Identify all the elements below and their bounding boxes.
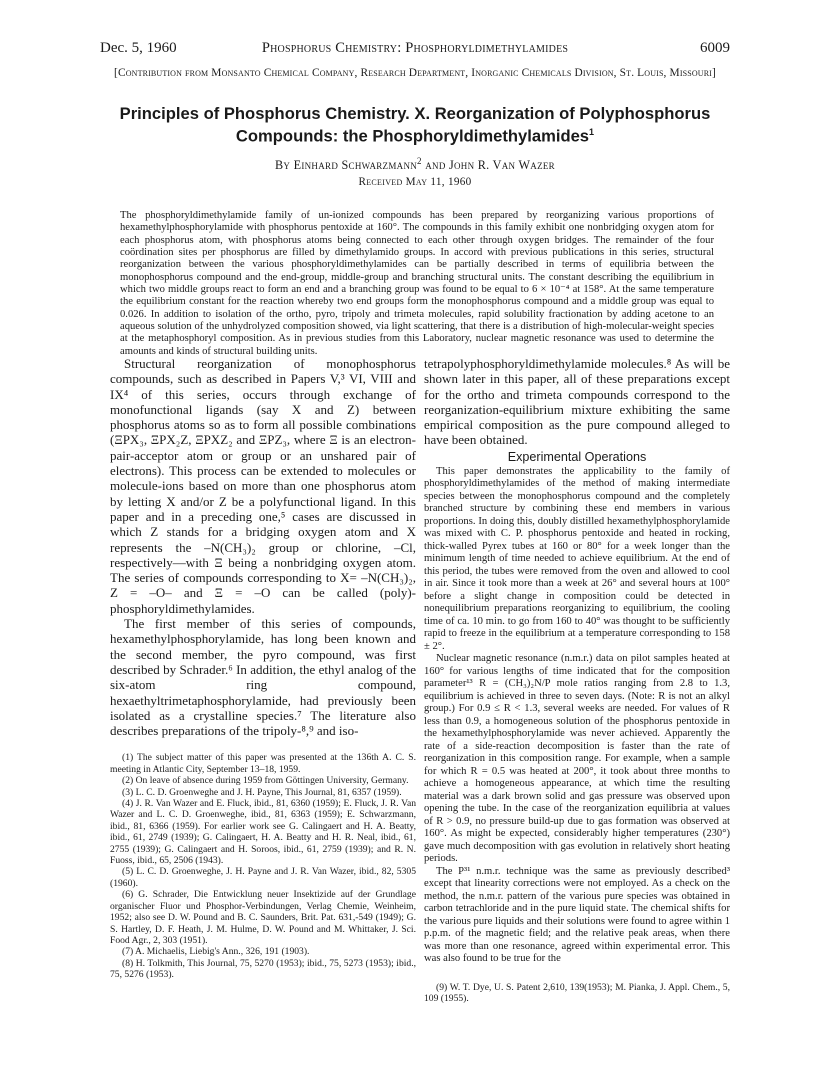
body-paragraph: Structural reorganization of monophosphorus compounds, such as described in Papers V,³ VI, VIII and IX⁴ of this series, occurs through exchange of monofunctional ligands (say X and Z) between phosphorus atoms so as to form all possible combinations (ΞPX₃, ΞPX₂Z, ΞPXZ₂ and ΞPZ₃, where Ξ is an electron-pair-acceptor atom or group or an unshared pair of electrons). This process can be extended to molecules or molecule-ions based on more than one phosphorus atom by letting X and/or Z be a polyfunctional ligand. In this paper and in a preceding one,⁵ cases are discussed in which Z stands for a bridging oxygen atom and X represents the –N(CH₃)₂ group or chlorine, –Cl, respectively—with Ξ being a nonbridging oxygen atom. The series of compounds corresponding to X= –N(CH₃)₂, Z = –O– and Ξ = –O can be called (poly)-phosphoryldimethylamides. [110,356,416,616]
body-paragraph: The first member of this series of compounds, hexamethylphosphorylamide, has long been known and the second member, the pyro compound, was first described by Schrader.⁶ In addition, the ethyl analog of the six-atom ring compound, hexaethyltrimetaphosphorylamide, had previously been isolated as a crystalline species.⁷ The literature also describes preparations of the tripoly-⁸,⁹ and iso- [110,616,416,739]
footnotes-right [424,982,730,1005]
left-column [110,356,416,981]
title-line-1: Principles of Phosphorus Chemistry. X. Reorganization of Polyphosphorus [119,104,711,123]
author-1-footnote-mark: 2 [417,156,422,166]
footnote: (1) The subject matter of this paper was presented at the 136th A. C. S. meeting in Atlantic City, September 13–18, 1959. [110,752,416,775]
footnote: (9) W. T. Dye, U. S. Patent 2,610, 139(1953); M. Pianka, J. Appl. Chem., 5, 109 (1955). [424,981,730,1005]
article-title [100,104,730,146]
title-line-2-text: Compounds: the Phosphoryldimethylamides [235,126,590,146]
body-paragraph: This paper demonstrates the applicability to the family of phosphoryldimethylamides of the method of making intermediate species between the monophosphorus compound and the completely branched structure by combining these end members in various proportions. In doing this, doubly distilled hexamethylphosphorylamide was mixed with C. P. phosphorus pentoxide and heated in rocking, thick-walled Pyrex tubes at 160 or 80° for a week longer than the minimum length of time needed to achieve equilibrium. At the end of this period, the tubes were removed from the oven and allowed to cool in air. Since it took more than a week at 26° and several hours at 100° before a slight change in composition could be detected in nonequilibrium preparations reorganizing to equilibrium, the cooling time of ca. 10 min. to go from 160 to 40° was thought to be sufficiently rapid to freeze in the equilibrium at a temperature corresponding to 158 ± 2°. [424,465,730,652]
received-date: Received May 11, 1960 [358,176,472,188]
title-line-2 [100,123,730,146]
footnote: (5) L. C. D. Groenweghe, J. H. Payne and J. R. Van Wazer, ibid., 82, 5305 (1960). [110,866,416,889]
title-footnote-mark: 1 [589,127,595,137]
running-header [100,40,730,58]
footnote: (4) J. R. Van Wazer and E. Fluck, ibid., 81, 6360 (1959); E. Fluck, J. R. Van Wazer and L. C. D. Groenweghe, ibid., 81, 6363 (1959); E. Schwarzmann, ibid., 81, 6366 (1959). For earlier work see G. Calingaert and H. A. Beatty, ibid., 61, 2749 (1939); G. Calingaert, H. A. Beatty and H. R. Neal, ibid., 61, 2755 (1939); G. Calingaert and H. Soroos, ibid., 61, 2759 (1939); and R. N. Fuoss, ibid., 65, 2506 (1943). [110,798,416,867]
footnote-separator [110,738,416,752]
footnote: (3) L. C. D. Groenweghe and J. H. Payne, This Journal, 81, 6357 (1959). [122,786,402,798]
abstract: The phosphoryldimethylamide family of un-ionized compounds has been prepared by reorganizing various proportions of hexamethylphosphorylamide with phosphorus pentoxide at 160°. The compounds in this family exhibit one nonbridging oxygen atom for each phosphorus atom, with phosphorus atoms being connected to each other through oxygen bridges. The remainder of the four coördination sites per phosphorus are filled by dimethylamido groups. In accord with previous publications in this series, structural reorganization between the various phosphoryldimethylamides can be partially described in terms of equilibria between the monophosphorus compound and the end-group, middle-group and branching structural units. The constant describing the equilibrium in which two middle groups react to form an end and a branching group was found to be equal to 6 × 10⁻⁴ at 158°. At the same temperature the equilibrium constant for the reaction whereby two end groups form the monophosphorus compound and a middle group was equal to 0.026. In addition to isolation of the ortho, pyro, tripoly and trimeta molecules, rapid solubility fractionation by adding acetone to an aqueous solution of the unhydrolyzed composition showed, via light scattering, that there is a distribution of high-molecular-weight species at the metaphosphoryl composition. As in previous studies from this Laboratory, nuclear magnetic resonance was used to determine the amounts and kinds of structural building units. [120,210,714,357]
footnote: (2) On leave of absence during 1959 from Göttingen University, Germany. [122,775,409,787]
footnotes-left [110,752,416,980]
footnote-separator [424,966,730,982]
author-2: and John R. Van Wazer [425,158,555,173]
right-column [424,356,730,1005]
body-paragraph: The P³¹ n.m.r. technique was the same as previously described³ except that linearity corrections were not employed. As a check on the method, the n.m.r. pattern of the various pure species was obtained in carbon tetrachloride and in the pure liquid state. The chemical shifts for the various pure liquids and their solutions were found to agree within 1 p.p.m. of the magnetic field; and the relative peak areas, when there was more than one resonance, agreed within experimental error. This was also found to be true for the [424,865,730,965]
page-number: 6009 [700,40,730,56]
issue-date: Dec. 5, 1960 [100,40,177,56]
body-paragraph-continued: tetrapolyphosphoryldimethylamide molecules.⁸ As will be shown later in this paper, all of these preparations except for the ortho and trimeta compounds correspond to the reorganization-equilibrium mixture exhibiting the same empirical composition as the pure compound alleged to have been obtained. [424,356,730,448]
footnote: (6) G. Schrader, Die Entwicklung neuer Insektizide auf der Grundlage organischer Fluor und Phosphor-Verbindungen, Verlag Chemie, Weinheim, 1952; also see D. W. Pound and B. C. Saunders, Brit. Pat. 631,-549 (1949); G. S. Hartley, D. F. Heath, J. M. Hulme, D. W. Pound and M. Whittaker, J. Sci. Food Agr., 2, 303 (1951). [110,889,416,946]
author-1: By Einhard Schwarzmann [275,158,418,173]
footnote: (8) H. Tolkmith, This Journal, 75, 5270 (1953); ibid., 75, 5273 (1953); ibid., 75, 5276 (1953). [110,957,416,981]
section-heading: Experimental Operations [507,449,647,464]
byline [100,156,730,173]
contribution-line: [Contribution from Monsanto Chemical Company, Research Department, Inorganic Chemicals Division, St. Louis, Missouri] [114,67,716,79]
footnote: (7) A. Michaelis, Liebig's Ann., 326, 191 (1903). [122,946,310,958]
running-title: Phosphorus Chemistry: Phosphoryldimethylamides [261,40,569,56]
body-paragraph: Nuclear magnetic resonance (n.m.r.) data on pilot samples heated at 160° for various lengths of time indicated that for the composition parameter¹³ R = (CH₃)₂N/P mole ratios ranging from 2.8 to 1.3, equilibrium is achieved in three to seven days. (Note: R is not an alkyl group.) For 0.9 ≤ R < 1.3, several weeks are needed. For values of R less than 0.9, a homogeneous solution of the phosphorus pentoxide in the hexamethylphosphorylamide was never achieved. Apparently the rate of a side-reaction decomposition is faster than the rate of reorganization in this composition range. For example, when a sample for which R = 0.5 was heated at 200°, it took about three months to achieve a homogeneous appearance, at which time the resulting material was a dark brown solid and gas pressure was observed upon opening the tube. In the case of the reorganization equilibria at values of R > 0.9, no pressure build-up due to gas formation was observed at 160°. As might be expected, considerably higher temperatures (230°) gave much decomposition with gas evolution in relatively short heating periods. [424,653,730,865]
